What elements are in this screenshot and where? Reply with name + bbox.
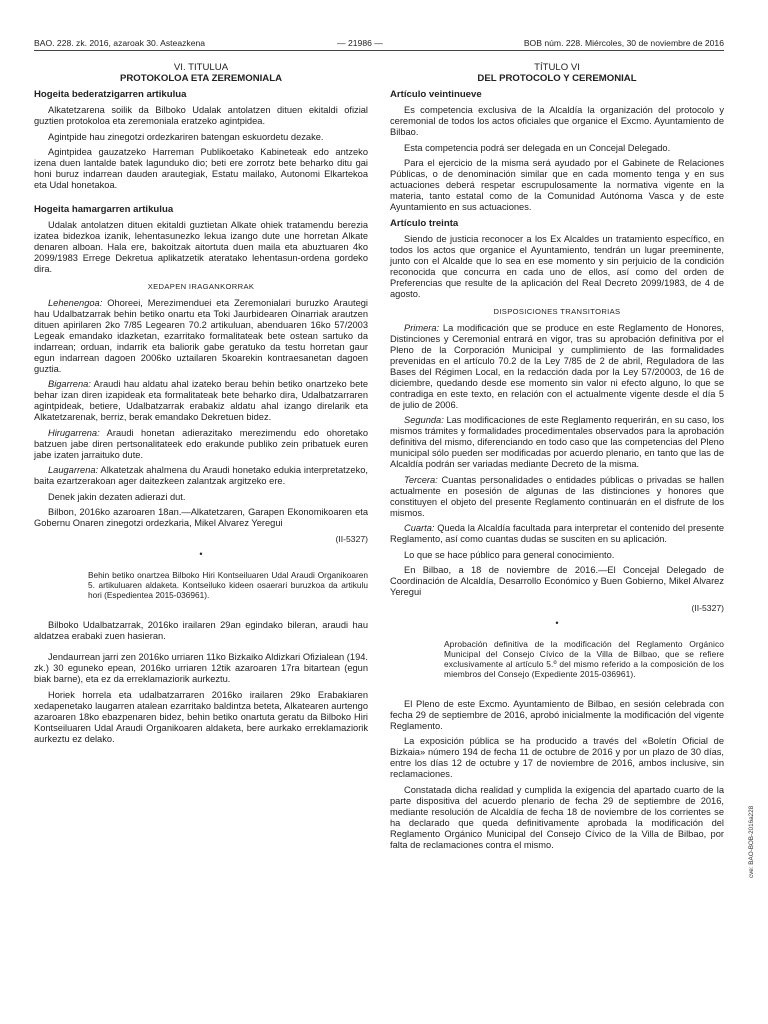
signature: Bilbon, 2016ko azaroaren 18an.—Alkatetzaren, Garapen Ekonomikoaren eta Gobernu Onaren zinegotzi ordezkaria, Mikel Alvarez Yeregui [34,507,368,528]
separator-bullet: • [199,548,203,559]
paragraph: Para el ejercicio de la misma será ayudado por el Gabinete de Relaciones Públicas, o de denominación similar que en cada momento tenga y en sus actuaciones deberá respetar escrupulosamente la normativa vigente en la materia, tanto estatal como de la Comunidad Autónoma Vasca y de este Ayuntamiento en sus actuaciones. [390,158,724,212]
document-verification-code: cve: BAO-BOB-2016a228 [748,805,755,878]
abstract: Aprobación definitiva de la modificación del Reglamento Orgánico Municipal del Consejo Cívico de la Villa de Bilbao, que se refiere exclusivamente al artículo 5.º del mismo referido a la composición de los miembros del Consejo (Expediente 2015-036961). [444,638,724,679]
article-heading: Hogeita hamargarren artikulua [34,203,174,215]
provision-text: Ohoreei, Merezimenduei eta Zeremonialari buruzko Arautegi hau Udalbatzarrak behin betiko onartu eta Toki Jaurbidearen Oinarriak arautzen dituen apirilaren 2ko 7/85 Legearen 70.2 artikuluan, abenduaren 16ko 57/2003 Legeak emandako idazketan, ezarritako formalitateak bete ostean sartuko da indarrean; orduan, indarrik eta baliorik gabe geratuko da testu horretan gaur egun indarrean dagoen 2006ko uztailaren 5koarekin kontraesanetan dagoen guztia. [34,297,368,374]
header-left: BAO. 228. zk. 2016, azaroak 30. Asteazkena [34,38,206,48]
provision-lead: Segunda: [404,415,444,425]
article-heading: Artículo treinta [390,217,459,229]
section-heading: XEDAPEN IRAGANKORRAK [147,281,255,291]
provision-first [390,323,724,411]
paragraph: Lo que se hace público para general conocimiento. [404,549,615,560]
column-basque [34,62,368,749]
provision-lead: Bigarrena: [48,379,91,389]
section-heading: DISPOSICIONES TRANSITORIAS [493,306,621,316]
article-heading: Artículo veintinueve [390,89,482,100]
paragraph: Constatada dicha realidad y cumplida la exigencia del apartado cuarto de la parte dispositiva del acuerdo plenario de fecha 29 de septiembre de 2016, mediante resolución de Alcaldía de fecha 18 de noviembre de los corrientes se ha declarado que queda definitivamente aprobada la modificación del Reglamento Orgánico Municipal del Consejo Cívico de la Villa de Bilbao, por falta de reclamaciones contra el mismo. [390,784,724,850]
separator-bullet: • [555,617,559,628]
provision-third [34,428,368,461]
paragraph: Jendaurrean jarri zen 2016ko urriaren 11ko Bizkaiko Aldizkari Ofizialean (194. zk.) 30 eguneko epean, 2016ko urriaren 12tik azaroaren 17ra bitartean (egun biak barne), eta ez da erreklamaziorik aurkeztu. [34,652,368,684]
header-right: BOB núm. 228. Miércoles, 30 de noviembre de 2016 [523,38,724,48]
provision-lead: Cuarta: [404,523,435,533]
title-number: VI. TITULUA [173,62,229,73]
paragraph: La exposición pública se ha producido a través del «Boletín Oficial de Bizkaia» número 194 de fecha 11 de octubre de 2016 y por un plazo de 30 días, entre los días 12 de octubre y 17 de noviembre de 2016, ambos inclusive, sin reclamaciones. [390,736,724,779]
provision-text: Queda la Alcaldía facultada para interpretar el contenido del presente Reglamento, así como cuantas dudas se susciten en su aplicación. [390,523,724,544]
provision-text: Araudi hau aldatu ahal izateko berau behin betiko onartzeko bete behar izan diren izapideak eta formalitateak bete beharko dira, Udalbatzarraren agintpideak, betiere, Udalbatzarrak erabakiz aldatu ahal izango direlarik eta Alkatetzarenak, berriz, berak emandako Dekretuen bidez. [34,379,368,422]
signature: En Bilbao, a 18 de noviembre de 2016.—El Concejal Delegado de Coordinación de Alcaldía, Desarrollo Económico y Buen Gobierno, Mikel Alvarez Yeregui [390,565,724,597]
provision-third [390,475,724,519]
provision-lead: Primera: [404,322,440,333]
title-name: PROTOKOLOA ETA ZEREMONIALA [119,73,283,84]
provision-text: Alkatetzak ahalmena du Araudi honetako edukia interpretatzeko, baita ezartzerakoan ager daitezkeen zalantzak argitzeko ere. [34,465,368,486]
title-number: TÍTULO VI [534,62,580,73]
provision-first [34,298,368,375]
provision-second [390,415,724,470]
provision-fourth [34,465,368,487]
reference-code: (II-5327) [335,533,368,544]
paragraph: El Pleno de este Excmo. Ayuntamiento de Bilbao, en sesión celebrada con fecha 29 de septiembre de 2016, aprobó inicialmente la modificación del vigente Reglamento. [390,698,724,731]
paragraph: Agintpidea gauzatzeko Harreman Publikoetako Kabineteak edo antzeko izena duen lantalde batek lagunduko dio; beti ere zorrotz bete beharko ditu gai honi buruz indarrean dauden arautegiak, Estatu mailako, Autonomi Elkartekoa eta Udal honetakoa. [34,147,368,190]
provision-lead: Laugarrena: [48,465,99,475]
provision-text: Las modificaciones de este Reglamento requerirán, en su caso, los mismos trámites y formalidades procedimentales observados para la aprobación definitiva del mismo, diferenciando en todo caso que las competencias del Pleno municipal sólo pueden ser modificadas por acuerdo plenario, en tanto que las de Alcaldía podrán ser variadas mediante Decreto de la misma. [390,415,724,469]
paragraph: Horiek horrela eta udalbatzarraren 2016ko irailaren 29ko Erabakiaren xedapenetako laugarren atalean ezarritako baldintza beteta, Alkatearen aurtengo azaroaren 18ko ebazpenaren bidez, behin betiko onartuta geratu da Bilboko Hiri Kontseiluaren Udal Araudi Organikoaren aldaketa, bere aurkako erreklamaziorik aurkeztu ez delako. [34,689,368,744]
provision-lead: Hirugarrena: [48,427,100,438]
page-number: — 21986 — [337,38,383,48]
provision-second [34,379,368,423]
provision-fourth [390,523,724,545]
paragraph: Agintpide hau zinegotzi ordezkariren batengan eskuordetu dezake. [48,131,324,142]
paragraph: Denek jakin dezaten adierazi dut. [48,491,186,502]
column-spanish [390,62,724,855]
paragraph: Alkatetzarena soilik da Bilboko Udalak antolatzen dituen ekitaldi ofizial guztien protokoloa eta zeremoniala eratzeko agintpidea. [34,105,368,126]
page-header [34,36,724,51]
abstract: Behin betiko onartzea Bilboko Hiri Kontseiluaren Udal Araudi Organikoaren 5. artikuluaren aldaketa. Kontseiluko kideen osaerari buruzkoa da artikulu hori (Espedientea 2015-036961). [88,569,368,600]
provision-lead: Tercera: [404,474,438,485]
title-name: DEL PROTOCOLO Y CEREMONIAL [477,73,637,84]
paragraph: Bilboko Udalbatzarrak, 2016ko irailaren 29an egindako bileran, araudi hau aldatzea erabaki zuen hasieran. [34,619,368,641]
paragraph: Siendo de justicia reconocer a los Ex Alcaldes un tratamiento específico, en todos los actos que organice el Ayuntamiento, tendrán un lugar preeminente, junto con el Alcalde que lo sea en ese momento y sin perjuicio de la condición reconocida que concurra en cada uno de ellos, así como del orden de Preferencias que resulte de la aplicación del Real Decreto 2099/1983, de 4 de agosto. [390,233,724,299]
provision-text: Cuantas personalidades o entidades públicas o privadas se hallen actualmente en posesión de algunas de las distinciones y honores que constituyen el objeto del presente Reglamento continuarán en el disfrute de los mismos. [390,474,724,518]
reference-code: (II-5327) [691,602,724,613]
article-heading: Hogeita bederatzigarren artikulua [34,89,187,100]
paragraph: Esta competencia podrá ser delegada en un Concejal Delegado. [404,142,671,153]
provision-lead: Lehenengoa: [48,297,103,308]
paragraph: Udalak antolatzen dituen ekitaldi guztietan Alkate ohiek tratamendu berezia izatea bidezkoa izanik, lehentasunezko lekua izango dute une horretan Alkate denaren alboan. Hala ere, bakoitzak aitortuta duen maila eta abuztuaren 4ko 2099/1983 Errege Dekretua aplikatzetik ateratako lehentasun-ordena gordeko dira. [34,219,368,274]
provision-text: La modificación que se produce en este Reglamento de Honores, Distinciones y Ceremonial entrará en vigor, tras su aprobación definitiva por el Pleno de la Corporación Municipal y cumplimiento de las formalidades prevenidas en el artículo 70.2 de la Ley 7/85 de 2 de abril, Reguladora de las Bases del Régimen Local, en la redacción dada por la Ley 57/20003, de 16 de diciembre, quedando desde ese momento sin valor ni efecto alguno, lo que se contradiga en este texto, en relación con el actualmente vigente desde el día 5 de julio de 2006. [390,322,724,410]
paragraph: Es competencia exclusiva de la Alcaldía la organización del protocolo y ceremonial de todos los actos oficiales que organice el Excmo. Ayuntamiento de Bilbao. [390,105,724,137]
provision-text: Araudi honetan adierazitako merezimendu edo ohoretako batzuen jabe diren pertsonalitateek edo erakunde publiko zein pribatuek euren jabe izaten jarraituko dute. [34,427,368,460]
